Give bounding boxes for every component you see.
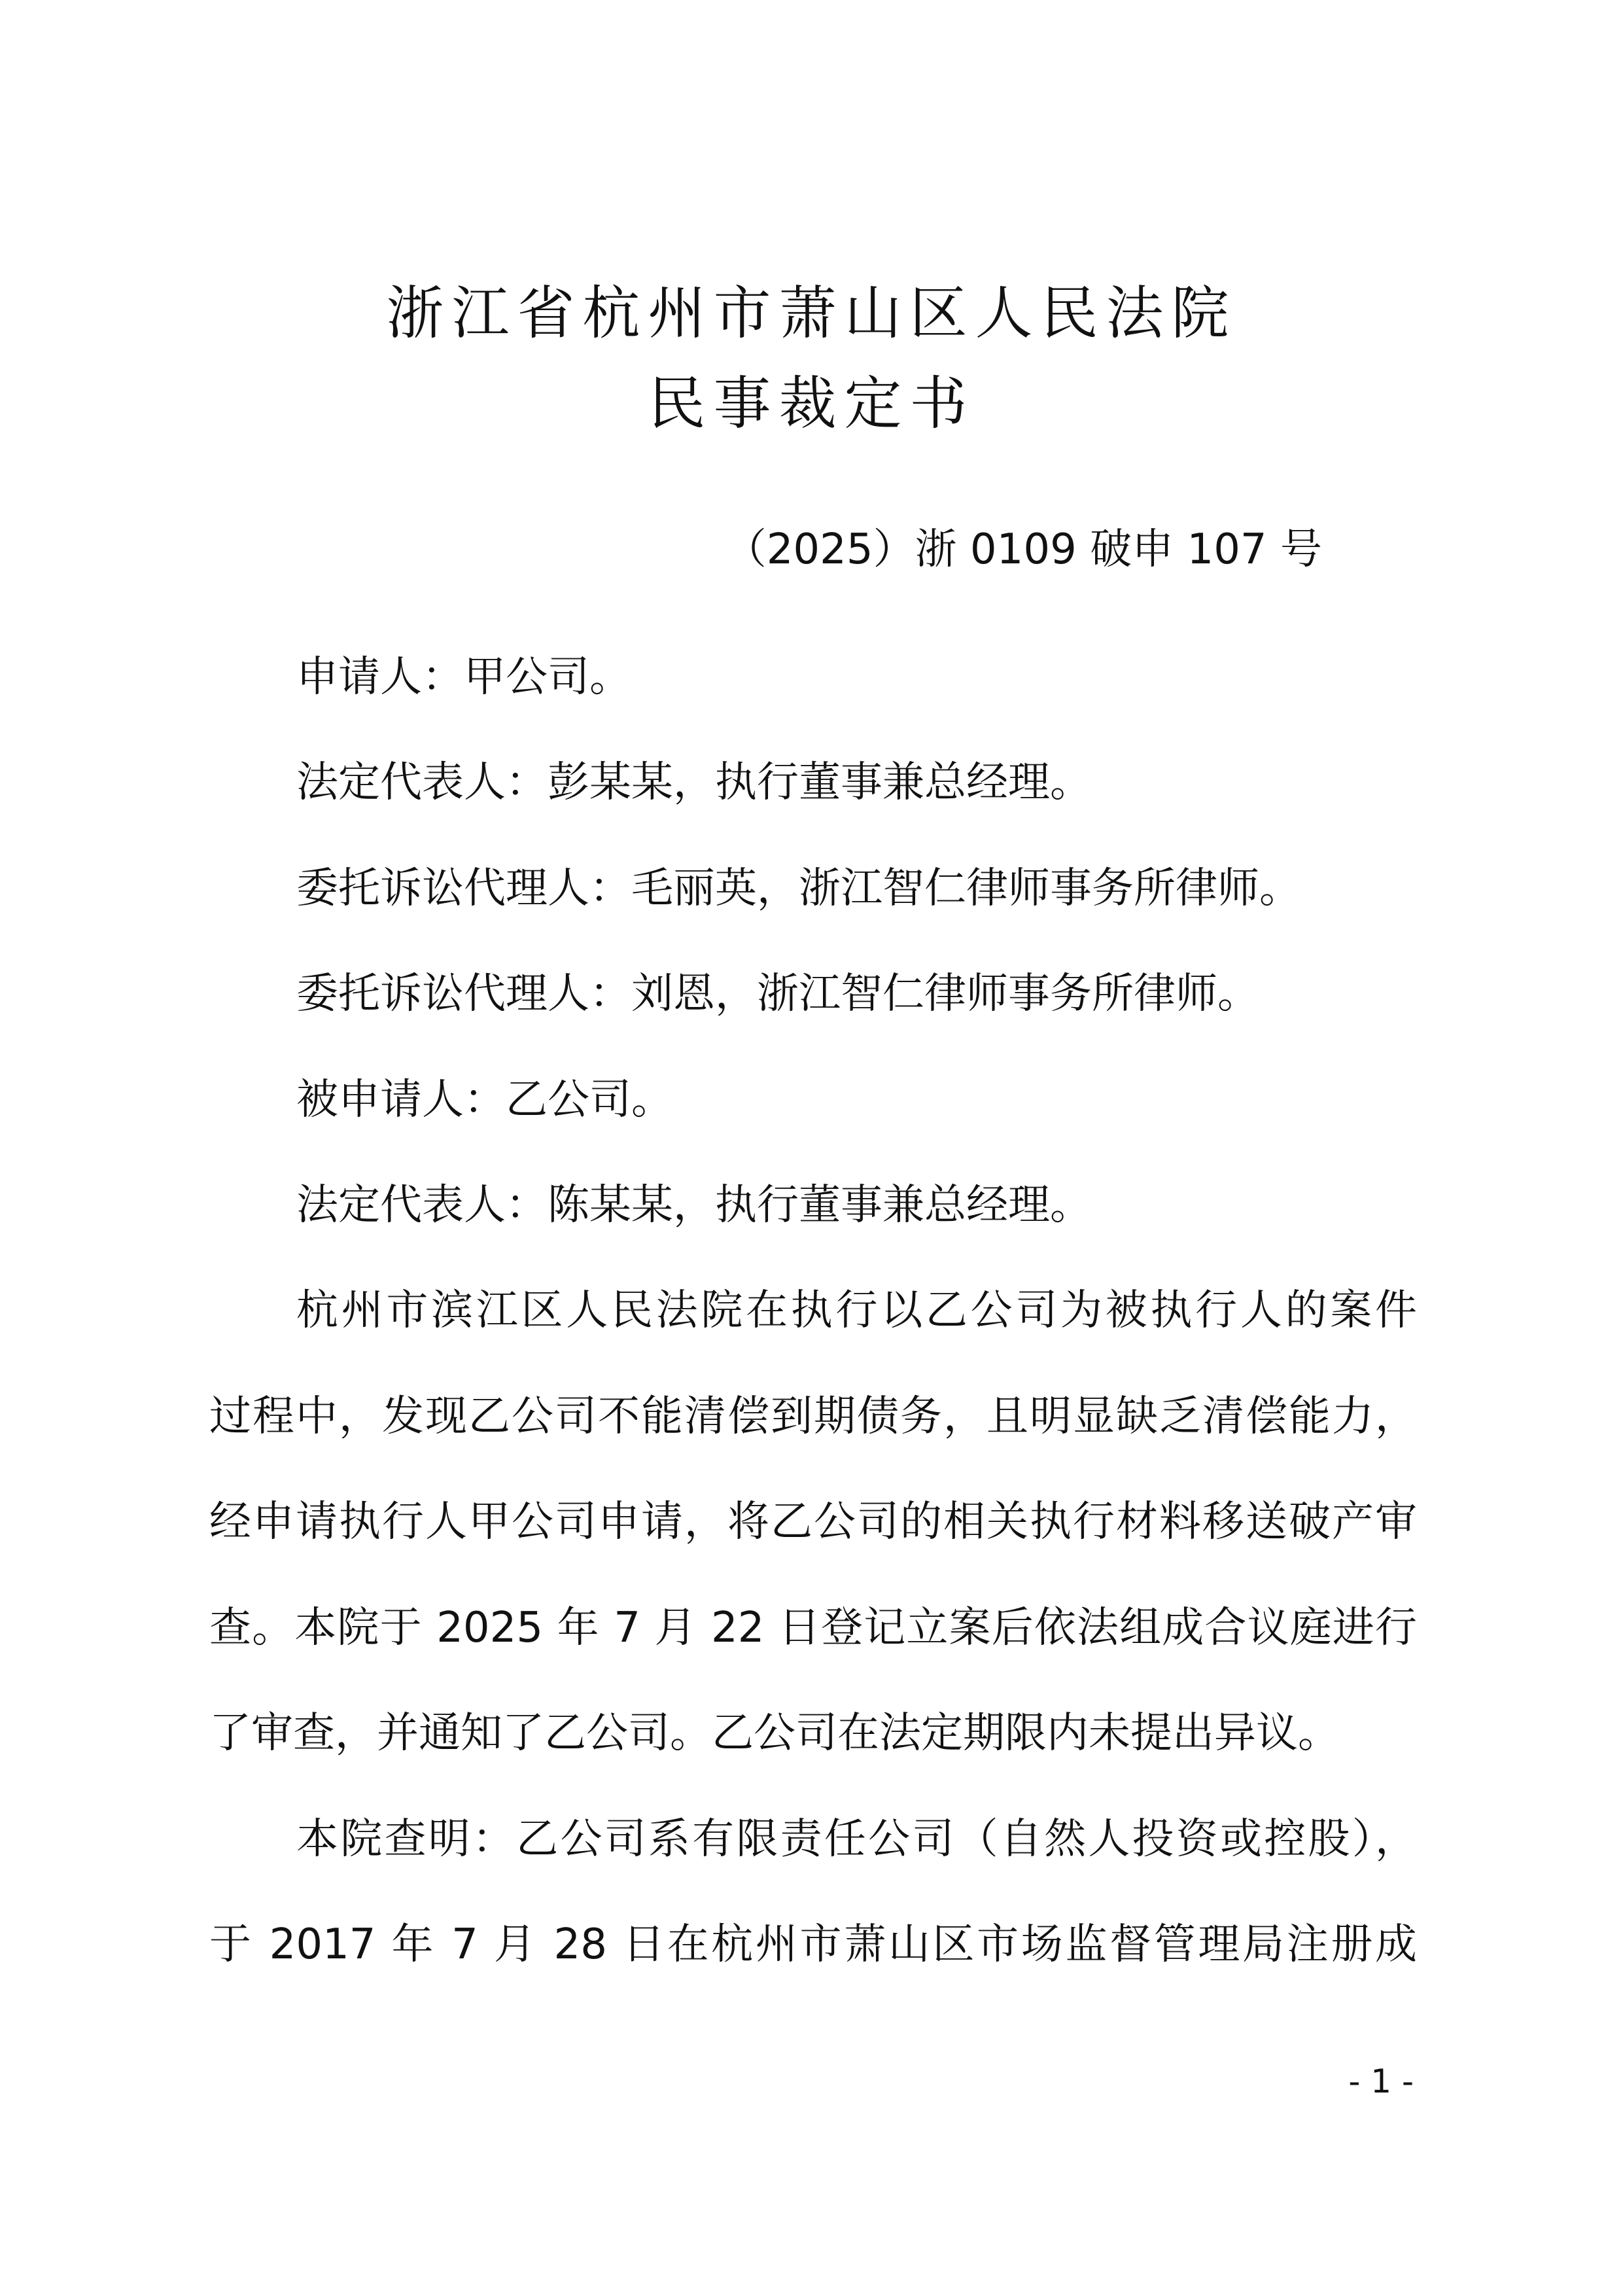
document-type: 民事裁定书 — [648, 370, 975, 437]
paragraph-line: 于 2017 年 7 月 28 日在杭州市萧山区市场监督管理局注册成 — [209, 1920, 1417, 1969]
page-number: - 1 - — [1348, 2062, 1414, 2100]
case-number: （2025）浙 0109 破申 107 号 — [724, 525, 1322, 574]
party-line: 委托诉讼代理人：刘恩，浙江智仁律师事务所律师。 — [296, 970, 1259, 1018]
court-name: 浙江省杭州市萧山区人民法院 — [386, 279, 1237, 347]
party-line: 被申请人：乙公司。 — [296, 1076, 673, 1124]
party-line: 法定代表人：彭某某，执行董事兼总经理。 — [296, 758, 1092, 807]
paragraph-line: 杭州市滨江区人民法院在执行以乙公司为被执行人的案件 — [296, 1286, 1417, 1335]
party-line: 委托诉讼代理人：毛丽英，浙江智仁律师事务所律师。 — [296, 864, 1301, 913]
paragraph-line: 经申请执行人甲公司申请，将乙公司的相关执行材料移送破产审 — [209, 1498, 1417, 1546]
party-line: 申请人：甲公司。 — [296, 653, 631, 701]
paragraph-line: 查。本院于 2025 年 7 月 22 日登记立案后依法组成合议庭进行 — [209, 1604, 1417, 1652]
paragraph-line: 了审查，并通知了乙公司。乙公司在法定期限内未提出异议。 — [209, 1709, 1340, 1757]
paragraph-line: 过程中，发现乙公司不能清偿到期债务，且明显缺乏清偿能力， — [209, 1392, 1417, 1441]
party-line: 法定代表人：陈某某，执行董事兼总经理。 — [296, 1181, 1092, 1229]
paragraph-line: 本院查明：乙公司系有限责任公司（自然人投资或控股）， — [296, 1815, 1417, 1863]
